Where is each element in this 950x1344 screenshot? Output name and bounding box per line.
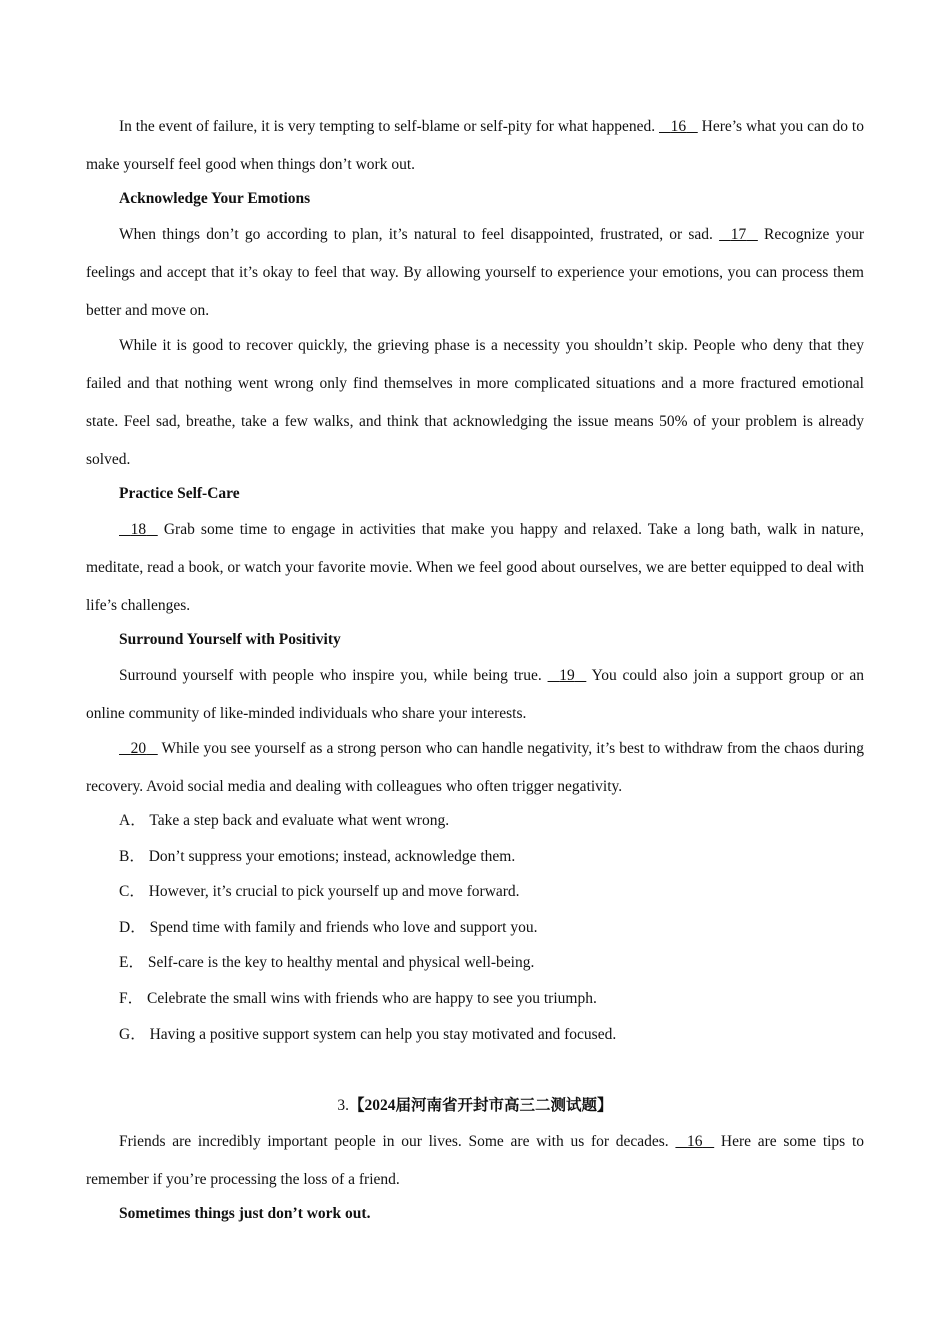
option-a: A． Take a step back and evaluate what went wrong. xyxy=(119,812,450,829)
blank-18: 18 xyxy=(130,521,147,538)
option-e: E． Self-care is the key to healthy mental and physical well-being. xyxy=(119,954,535,972)
heading-surround-positivity: Surround Yourself with Positivity xyxy=(119,631,341,648)
intro-paragraph xyxy=(86,108,864,184)
blank-20: 20 xyxy=(130,740,147,757)
blank-19: 19 xyxy=(559,667,575,684)
heading-practice-self-care: Practice Self-Care xyxy=(119,485,240,502)
intro-text: In the event of failure, it is very tempting to self-blame or self-pity for what happened. xyxy=(119,118,659,135)
section-3-blank-16: 16 xyxy=(687,1133,703,1151)
option-c: C． However, it’s crucial to pick yourself up and move forward. xyxy=(119,883,520,901)
document-page xyxy=(86,108,864,1231)
option-f: F． Celebrate the small wins with friends who are happy to see you triumph. xyxy=(119,989,597,1007)
option-g: G． Having a positive support system can help you stay motivated and focused. xyxy=(119,1025,617,1043)
emotions-paragraph-2: While it is good to recover quickly, the grieving phase is a necessity you shouldn’t skip. People who deny that they failed and that nothing went wrong only find themselves in more complicated situations and a more fractured emotional state. Feel sad, breathe, take a few walks, and think that acknowledging the issue means 50% of your problem is already solved. xyxy=(86,337,864,468)
blank-17: 17 xyxy=(730,226,747,243)
section-3-intro: Friends are incredibly important people in our lives. Some are with us for decades. 16 Here are some tips to remember if you’re processing the loss of a friend. xyxy=(86,1123,864,1199)
section-3-title: 3.【2024届河南省开封市高三二测试题】 xyxy=(337,1097,613,1115)
blank-16: 16 xyxy=(670,118,687,135)
option-d: D． Spend time with family and friends who love and support you. xyxy=(119,918,538,936)
selfcare-paragraph: 18 Grab some time to engage in activities that make you happy and relaxed. Take a long bath, walk in nature, meditate, read a book, or watch your favorite movie. When we feel good about ourselves, we are better equipped to deal with life’s challenges. xyxy=(86,511,864,625)
heading-acknowledge-emotions: Acknowledge Your Emotions xyxy=(119,190,311,207)
final-paragraph: 20 While you see yourself as a strong person who can handle negativity, it’s best to withdraw from the chaos during recovery. Avoid social media and dealing with colleagues who often trigger negativity. xyxy=(86,730,864,806)
emotions-paragraph-1: When things don’t go according to plan, it’s natural to feel disappointed, frustrated, or sad. 17 Recognize your feelings and accept that it’s okay to feel that way. By allowing yourself to experience your emotions, you can process them better and move on. xyxy=(86,216,864,330)
positivity-paragraph: Surround yourself with people who inspire you, while being true. 19 You could also join a support group or an online community of like-minded individuals who share your interests. xyxy=(86,657,864,733)
intro-text-after: Here’s what you can do to make yourself feel good when things don’t work out. xyxy=(86,118,864,173)
option-b: B． Don’t suppress your emotions; instead, acknowledge them. xyxy=(119,847,516,865)
options-list xyxy=(86,803,864,1052)
section-3-heading: Sometimes things just don’t work out. xyxy=(119,1205,371,1223)
